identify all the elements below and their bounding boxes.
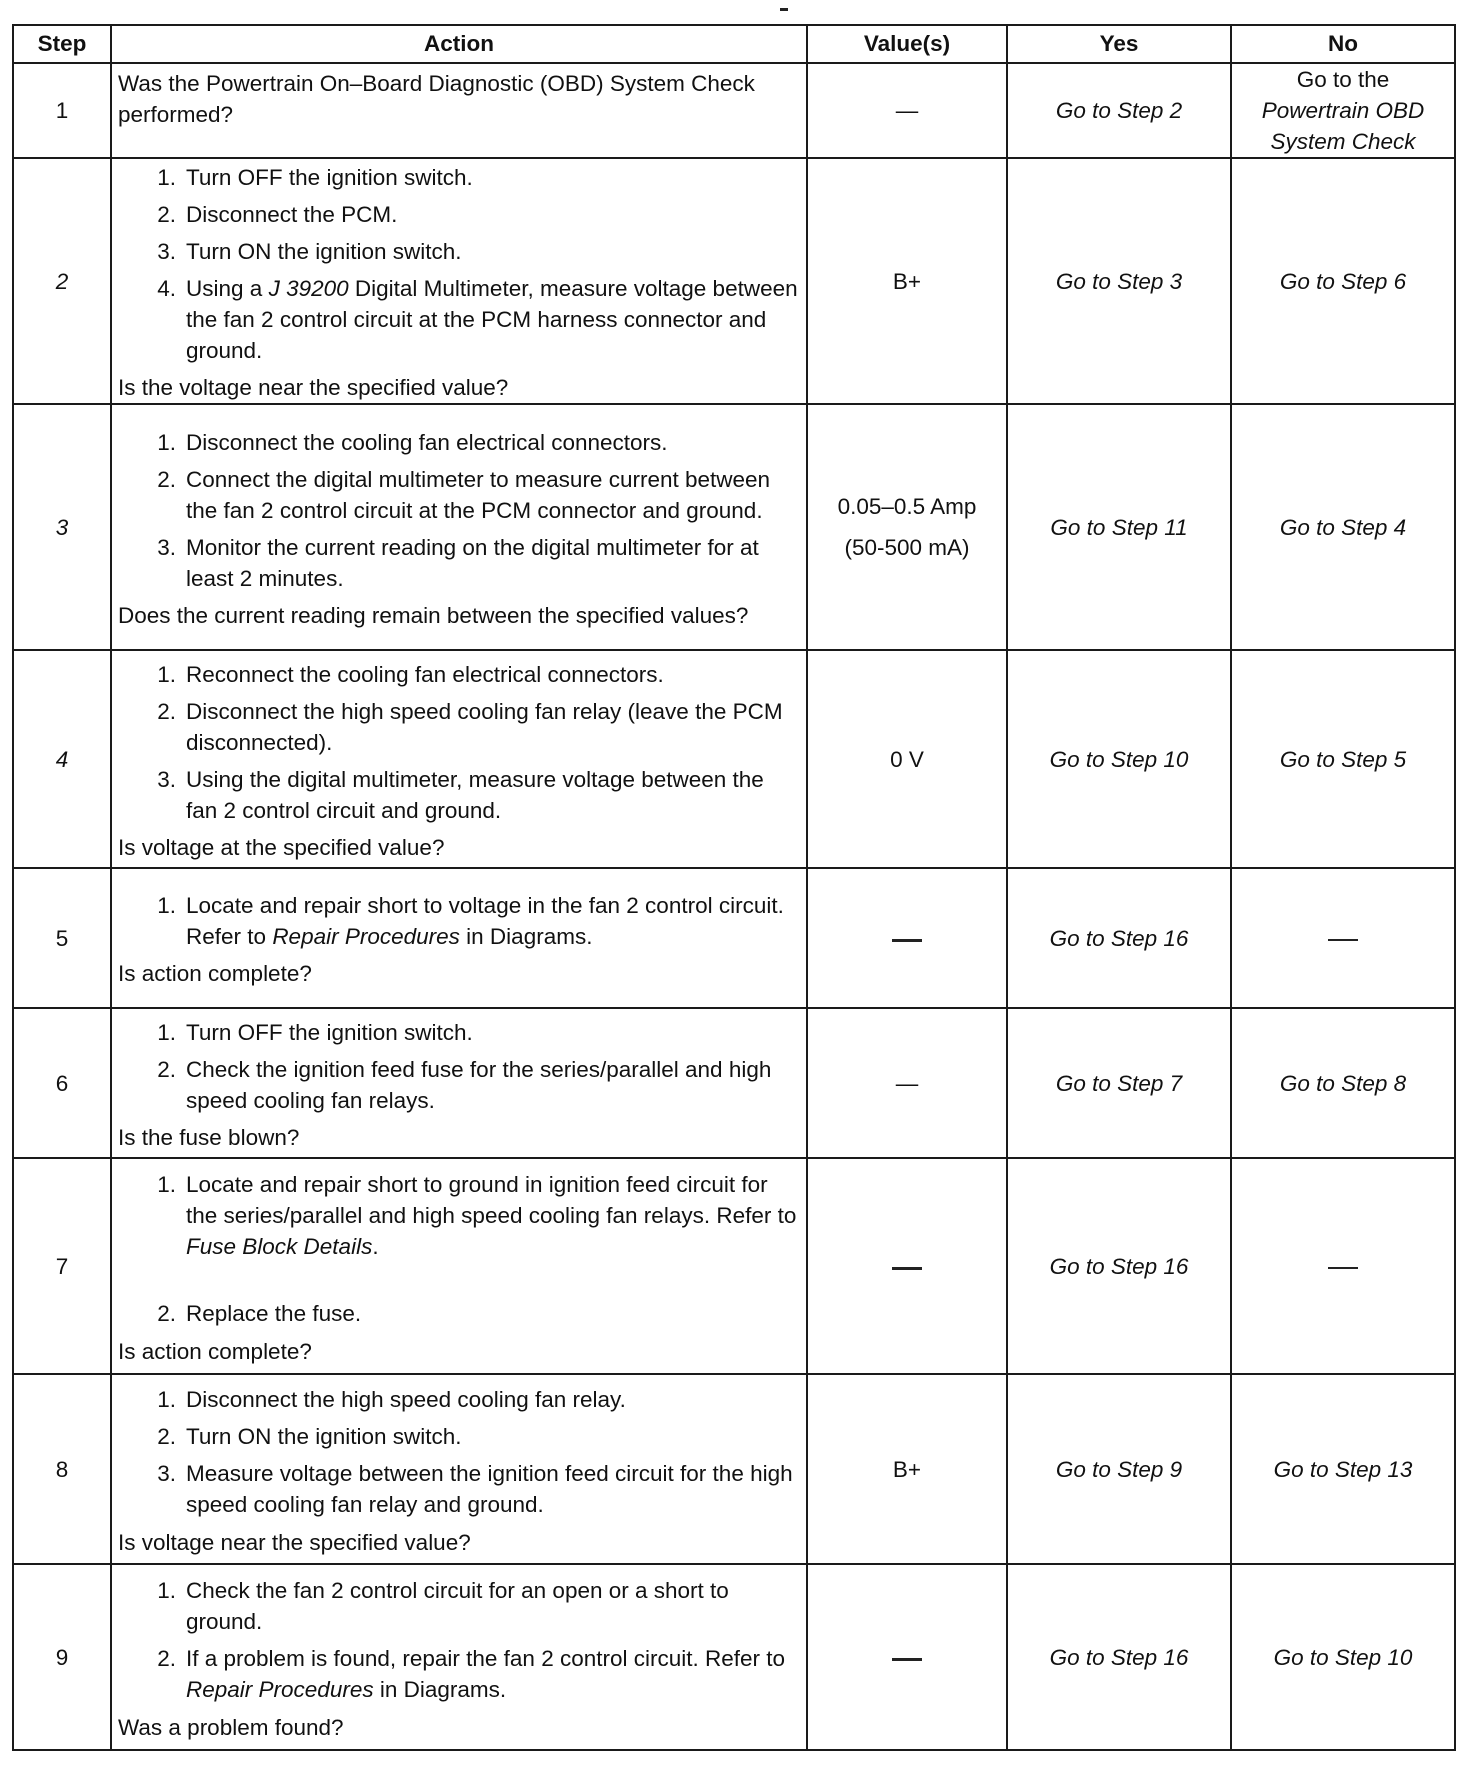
action-cell [111,1374,807,1564]
table-row [13,1158,1455,1374]
no-value-dash [892,1267,922,1270]
no-cell: Go to Step 5 [1231,650,1455,868]
yes-cell: Go to Step 9 [1007,1374,1231,1564]
no-target-dash [1328,939,1358,941]
procedure-reference: Repair Procedures [272,924,460,950]
action-cell [111,1008,807,1158]
table-row [13,1564,1455,1750]
no-cell: Go to Step 4 [1231,404,1455,650]
yes-cell: Go to Step 16 [1007,868,1231,1008]
step-number: 8 [13,1374,111,1564]
yes-cell: Go to Step 3 [1007,158,1231,404]
list-item: 1. Disconnect the high speed cooling fan relay. [157,1387,626,1413]
list-item: 1. Reconnect the cooling fan electrical connectors. [157,661,664,687]
value-cell [807,1564,1007,1750]
no-value-dash [892,1658,922,1661]
table-row [13,1008,1455,1158]
list-item: 1. Locate and repair short to ground in ignition feed circuit for the series/parallel and high speed cooling fan relays. Refer to Fuse Block Details. [157,1172,797,1260]
header-yes: Yes [1007,25,1231,63]
step-number: 3 [13,404,111,650]
action-question: Is voltage near the specified value? [118,1529,471,1555]
list-item: 2. Connect the digital multimeter to measure current between the fan 2 control circuit at the PCM connector and ground. [157,466,771,523]
step-number: 4 [13,650,111,868]
table-row [13,1374,1455,1564]
header-step: Step [13,25,111,63]
list-item: 2. Turn ON the ignition switch. [157,1424,462,1450]
header-values: Value(s) [807,25,1007,63]
value-cell: — [807,1008,1007,1158]
action-cell [111,404,807,650]
no-cell: Go to Step 6 [1231,158,1455,404]
no-cell [1231,63,1455,158]
page-mark [780,8,788,11]
no-text: Go to the [1296,67,1390,92]
header-action: Action [111,25,807,63]
action-question: Is voltage at the specified value? [118,835,445,861]
action-cell [111,1158,807,1374]
list-item: 1. Locate and repair short to voltage in the fan 2 control circuit. Refer to Repair Procedures in Diagrams. [157,893,784,950]
yes-cell: Go to Step 16 [1007,1158,1231,1374]
tool-reference: J 39200 [268,276,349,302]
procedure-reference: Repair Procedures [186,1677,374,1703]
action-cell [111,650,807,868]
action-cell [111,1564,807,1750]
value-cell: 0 V [807,650,1007,868]
step-number: 1 [13,63,111,158]
no-cell: Go to Step 13 [1231,1374,1455,1564]
list-item: 1. Check the fan 2 control circuit for an open or a short to ground. [157,1578,729,1635]
no-cell [1231,1158,1455,1374]
procedure-reference: Fuse Block Details [186,1234,373,1260]
diagnostic-table [12,24,1456,1751]
action-question: Is the voltage near the specified value? [118,375,509,401]
action-question: Does the current reading remain between the specified values? [118,603,749,629]
list-item: 3. Monitor the current reading on the digital multimeter for at least 2 minutes. [157,534,759,592]
table-row [13,868,1455,1008]
action-question: Is the fuse blown? [118,1125,300,1151]
value-cell: B+ [807,1374,1007,1564]
step-number: 6 [13,1008,111,1158]
list-item: 3. Using the digital multimeter, measure voltage between the fan 2 control circuit and ground. [157,766,764,824]
yes-cell: Go to Step 10 [1007,650,1231,868]
table-header-row [13,25,1455,63]
action-question: Was the Powertrain On–Board Diagnostic (OBD) System Check performed? [118,71,755,128]
step-number: 7 [13,1158,111,1374]
list-item: 1. Turn OFF the ignition switch. [157,1019,473,1045]
list-item: 1. Disconnect the cooling fan electrical connectors. [157,429,668,455]
value-cell: B+ [807,158,1007,404]
table-row [13,158,1455,404]
step-number: 9 [13,1564,111,1750]
action-cell [111,868,807,1008]
action-question: Is action complete? [118,961,312,987]
action-cell [111,63,807,158]
action-question: Is action complete? [118,1338,312,1364]
no-reference: Powertrain OBD System Check [1261,98,1425,155]
yes-cell: Go to Step 7 [1007,1008,1231,1158]
table-row [13,650,1455,868]
yes-cell: Go to Step 16 [1007,1564,1231,1750]
value-cell [807,868,1007,1008]
value-cell [807,1158,1007,1374]
no-cell: Go to Step 10 [1231,1564,1455,1750]
yes-cell: Go to Step 11 [1007,404,1231,650]
step-number: 2 [13,158,111,404]
list-item: 3. Turn ON the ignition switch. [157,239,462,265]
list-item: 2. Disconnect the high speed cooling fan relay (leave the PCM disconnected). [157,698,783,755]
table-row [13,404,1455,650]
no-target-dash [1328,1267,1358,1269]
yes-cell: Go to Step 2 [1007,63,1231,158]
table-row [13,63,1455,158]
list-item: 3. Measure voltage between the ignition feed circuit for the high speed cooling fan relay and ground. [157,1461,793,1518]
list-item: 4. Using a J 39200 Digital Multimeter, measure voltage between the fan 2 control circuit at the PCM harness connector and ground. [157,276,798,364]
list-item: 2. Replace the fuse. [157,1301,362,1327]
header-no: No [1231,25,1455,63]
list-item: 2. If a problem is found, repair the fan 2 control circuit. Refer to Repair Procedures in Diagrams. [157,1646,786,1703]
value-amps: 0.05–0.5 Amp [837,494,977,520]
list-item: 2. Disconnect the PCM. [157,202,398,228]
action-cell [111,158,807,404]
value-cell: — [807,63,1007,158]
value-cell [807,404,1007,650]
list-item: 1. Turn OFF the ignition switch. [157,165,473,191]
no-cell [1231,868,1455,1008]
value-milliamps: (50-500 mA) [844,535,970,561]
list-item: 2. Check the ignition feed fuse for the series/parallel and high speed cooling fan relays. [157,1056,772,1113]
action-question: Was a problem found? [118,1714,344,1740]
no-value-dash [892,939,922,942]
no-cell: Go to Step 8 [1231,1008,1455,1158]
step-number: 5 [13,868,111,1008]
